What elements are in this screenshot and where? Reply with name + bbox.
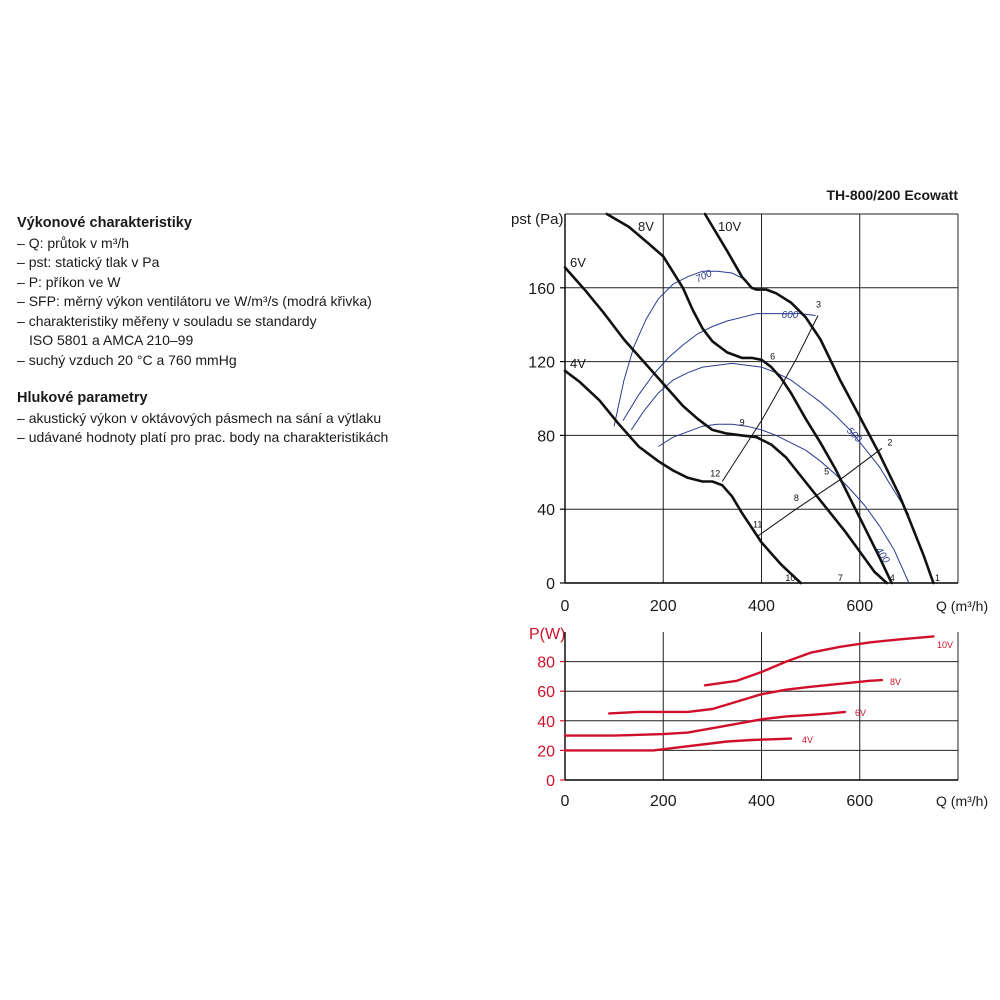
sfp-curve [623, 314, 816, 421]
x-tick-label: 600 [846, 793, 874, 810]
pressure-chart [511, 187, 988, 615]
sfp-curve [631, 363, 909, 514]
list-item: – Q: průtok v m³/h [17, 234, 487, 254]
list-item: – suchý vzduch 20 °C a 760 mmHg [17, 351, 487, 371]
y-axis-label: pst (Pa) [511, 211, 564, 228]
fan-curve [565, 268, 887, 584]
x-tick-label: 200 [649, 598, 677, 615]
y-axis-label: P(W) [529, 626, 566, 643]
y-tick-label: 60 [537, 684, 555, 702]
operating-point-label: 3 [815, 299, 822, 310]
y-tick-label: 120 [528, 354, 555, 372]
operating-point-label: 4 [889, 573, 895, 583]
system-curve [722, 316, 818, 482]
list-item: – akustický výkon v oktávových pásmech na sání a výtlaku [17, 409, 487, 429]
sfp-label: 500 [843, 425, 864, 446]
fan-curve-label: 8V [638, 219, 654, 234]
sfp-label: 700 [694, 268, 714, 286]
x-tick-label: 400 [748, 598, 775, 615]
x-tick-label: 200 [649, 793, 677, 810]
x-tick-label: 0 [560, 598, 570, 615]
operating-point-label: 8 [793, 493, 799, 504]
x-tick-label: 0 [560, 793, 570, 810]
fan-curve-label: 10V [718, 219, 742, 234]
power-series-line [609, 680, 882, 713]
y-tick-label: 80 [537, 654, 555, 672]
y-tick-label: 40 [537, 502, 555, 520]
x-axis-label: Q (m³/h) [936, 793, 989, 809]
y-tick-label: 20 [537, 743, 555, 761]
fan-curve [705, 214, 933, 583]
operating-point-label: 6 [770, 351, 776, 362]
x-tick-label: 400 [748, 793, 775, 810]
sfp-label: 600 [781, 310, 799, 321]
list-item: – udávané hodnoty platí pro prac. body na charakteristikách [17, 428, 487, 448]
list-item: – SFP: měrný výkon ventilátoru ve W/m³/s (modrá křivka) [17, 292, 487, 312]
power-series-line [565, 712, 845, 736]
chart-title: TH-800/200 Ecowatt [826, 187, 958, 203]
y-tick-label: 80 [537, 428, 555, 446]
list-item-continuation: ISO 5801 a AMCA 210–99 [29, 332, 194, 348]
list-item: – P: příkon ve W [17, 273, 487, 293]
power-series-label: 6V [855, 708, 867, 718]
fan-curve-label: 4V [570, 356, 586, 371]
sfp-curve [658, 424, 909, 583]
operating-point-label: 9 [739, 417, 745, 428]
power-chart [529, 626, 988, 810]
operating-point-label: 10 [785, 573, 796, 583]
operating-point-label: 2 [887, 437, 893, 448]
list-item: – pst: statický tlak v Pa [17, 253, 487, 273]
operating-point-label: 11 [753, 519, 763, 530]
fan-curve [565, 371, 801, 583]
performance-title: Výkonové charakteristiky [17, 215, 192, 231]
power-series-label: 10V [937, 640, 954, 650]
power-series-line [565, 739, 791, 751]
noise-title: Hlukové parametry [17, 390, 148, 406]
fan-curve-label: 6V [570, 255, 586, 270]
operating-point-label: 5 [824, 466, 830, 477]
power-series-label: 8V [890, 677, 902, 687]
operating-point-label: 7 [837, 573, 843, 583]
x-tick-label: 600 [846, 598, 874, 615]
y-tick-label: 160 [528, 280, 555, 298]
list-item: – charakteristiky měřeny v souladu se standardy [17, 312, 487, 332]
operating-point-label: 1 [934, 573, 940, 583]
y-tick-label: 40 [537, 713, 555, 731]
x-axis-label: Q (m³/h) [936, 598, 989, 614]
power-series-label: 4V [802, 735, 814, 745]
operating-point-label: 12 [710, 468, 721, 479]
y-tick-label: 0 [546, 773, 555, 790]
y-tick-label: 0 [546, 576, 555, 593]
sfp-label: 400 [872, 545, 892, 566]
